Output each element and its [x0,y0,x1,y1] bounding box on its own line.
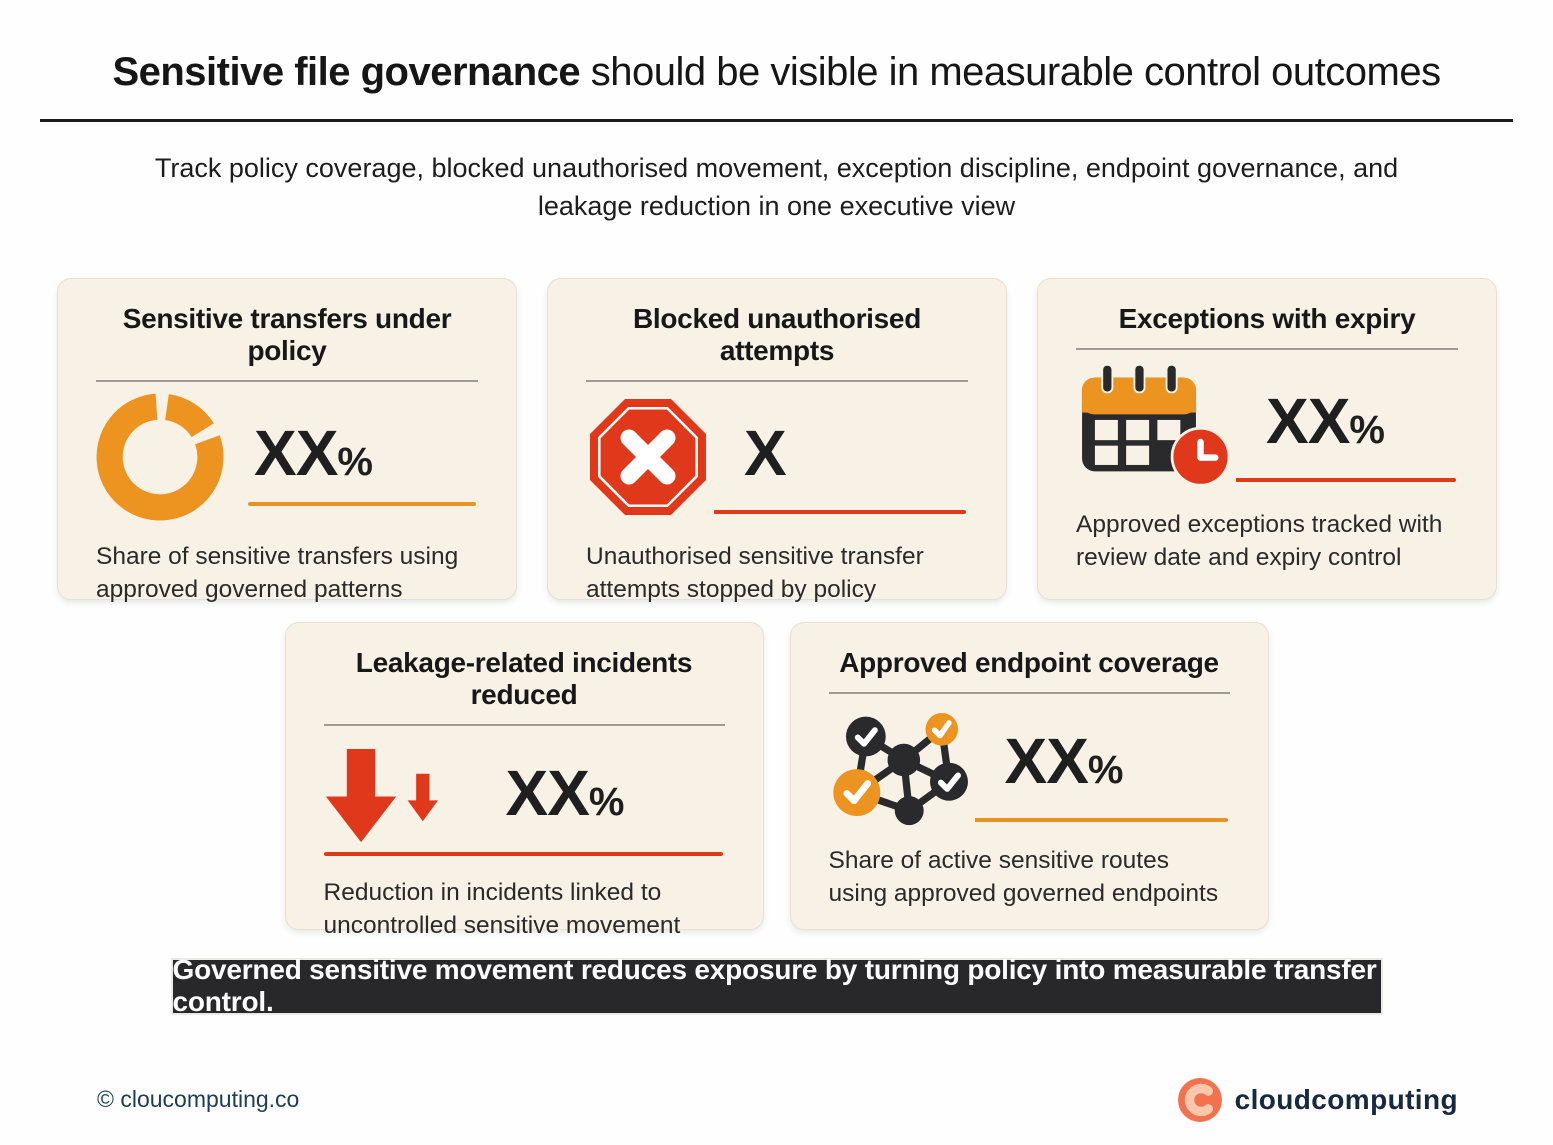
stat-number: XX [254,416,338,489]
card-exceptions-expiry [1037,278,1497,600]
stat-number: XX [1004,724,1088,797]
page-subtitle: Track policy coverage, blocked unauthorised movement, exception discipline, endpoint governance, and leakage reduction in one executive view [154,153,1399,221]
accent-line [248,502,476,506]
takeaway-text: Governed sensitive movement reduces exposure by turning policy into measurable transfer control. [172,954,1377,1018]
card-sensitive-transfers [57,278,517,604]
card-description: Approved exceptions tracked with review date and expiry control [1076,510,1443,572]
cards-row-bottom [0,622,1553,940]
stat-value [744,416,786,493]
card-title-divider [96,380,478,382]
card-description: Unauthorised sensitive transfer attempts stopped by policy [586,542,924,604]
brand-logo [1177,1077,1458,1123]
stop-octagon-icon [586,397,714,517]
stat-number: XX [505,756,589,829]
card-title: Leakage-related incidents reduced [355,646,693,710]
stat-unit: % [1349,407,1385,452]
card-incidents-reduced [285,622,764,940]
card-title-divider [1076,348,1458,350]
card-title: Blocked unauthorised attempts [632,302,922,366]
brand-wordmark: cloudcomputing [1234,1083,1458,1115]
brand-c-icon [1177,1077,1223,1123]
stat-unit: % [588,779,625,824]
card-title: Exceptions with expiry [1118,302,1416,334]
card-description: Share of active sensitive routes using approved governed endpoints [828,846,1219,908]
network-nodes-icon [829,704,975,826]
stat-area [1076,356,1458,494]
stat-value [1266,384,1385,461]
card-title-divider [829,692,1230,694]
stat-unit: % [1087,747,1124,792]
takeaway-banner [171,954,1383,1018]
footer [97,1077,1458,1123]
stat-area [829,700,1230,830]
calendar-clock-icon [1076,363,1236,487]
stat-unit: % [337,439,373,484]
stat-value [1004,724,1124,801]
stat-value [505,756,625,833]
card-title: Sensitive transfers under policy [122,302,452,366]
card-description: Share of sensitive transfers using approved governed patterns [96,542,459,604]
stat-value [254,416,373,493]
header [0,0,1553,226]
card-title: Approved endpoint coverage [839,646,1219,678]
page-title-rest: should be visible in measurable control outcomes [580,50,1441,94]
stat-area [324,732,725,862]
card-title-divider [324,724,725,726]
stat-area [96,388,478,526]
down-arrows-icon [324,747,476,847]
card-endpoint-coverage [790,622,1269,930]
page-title [0,50,1553,95]
donut-chart-icon [96,393,224,521]
stat-area [586,388,968,526]
card-title-divider [586,380,968,382]
page-title-emphasis: Sensitive file governance [112,50,581,94]
card-description: Reduction in incidents linked to uncontrolled sensitive movement [323,878,681,940]
cards-row-top [57,278,1497,604]
accent-line [324,852,723,856]
stat-number: XX [1266,384,1350,457]
title-divider [40,119,1513,122]
stat-number: X [744,416,786,489]
copyright-text: © cloucomputing.co [97,1086,300,1113]
card-blocked-attempts [547,278,1007,604]
